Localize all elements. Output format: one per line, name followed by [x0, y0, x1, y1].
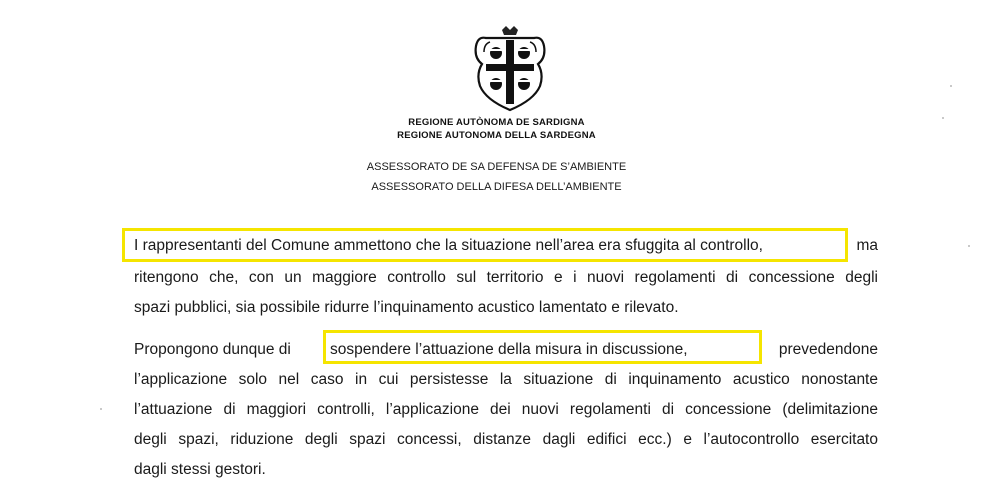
paragraph-text: Propongono dunque di	[134, 341, 291, 358]
paragraph-text: ma	[856, 237, 878, 254]
highlight-box-1	[122, 228, 848, 262]
scan-speck	[950, 85, 952, 87]
region-name-sardinian: REGIONE AUTÒNOMA DE SARDIGNA	[408, 117, 585, 128]
paragraph-2-line-3: l’attuazione di maggiori controlli, l’applicazione dei nuovi regolamenti di concessione (delimitazione	[134, 401, 878, 418]
scan-speck	[968, 245, 970, 247]
paragraph-1-line-3: spazi pubblici, sia possibile ridurre l’inquinamento acustico lamentato e rilevato.	[134, 299, 679, 316]
department-name-italian: ASSESSORATO DELLA DIFESA DELL’AMBIENTE	[371, 181, 622, 193]
highlighted-text: sospendere l’attuazione della misura in discussione,	[330, 341, 688, 358]
paragraph-text: prevedendone	[778, 341, 878, 358]
scan-speck	[100, 408, 102, 410]
department-name-sardinian: ASSESSORATO DE SA DEFENSA DE S’AMBIENTE	[366, 161, 627, 173]
scan-speck	[942, 117, 944, 119]
sardinia-coat-of-arms-icon	[468, 24, 552, 114]
region-name-italian: REGIONE AUTONOMA DELLA SARDEGNA	[397, 130, 596, 141]
paragraph-2-line-5: dagli stessi gestori.	[134, 461, 266, 478]
paragraph-2-line-4: degli spazi, riduzione degli spazi concessi, distanze dagli edifici ecc.) e l’autocontrollo esercitato	[134, 431, 878, 448]
paragraph-1-line-2: ritengono che, con un maggiore controllo sul territorio e i nuovi regolamenti di concessione degli	[134, 269, 878, 286]
highlight-box-2	[323, 330, 762, 364]
highlighted-text: I rappresentanti del Comune ammettono che la situazione nell’area era sfuggita al controllo,	[134, 237, 763, 254]
paragraph-2-line-2: l’applicazione solo nel caso in cui persistesse la situazione di inquinamento acustico nonostante	[134, 371, 878, 388]
